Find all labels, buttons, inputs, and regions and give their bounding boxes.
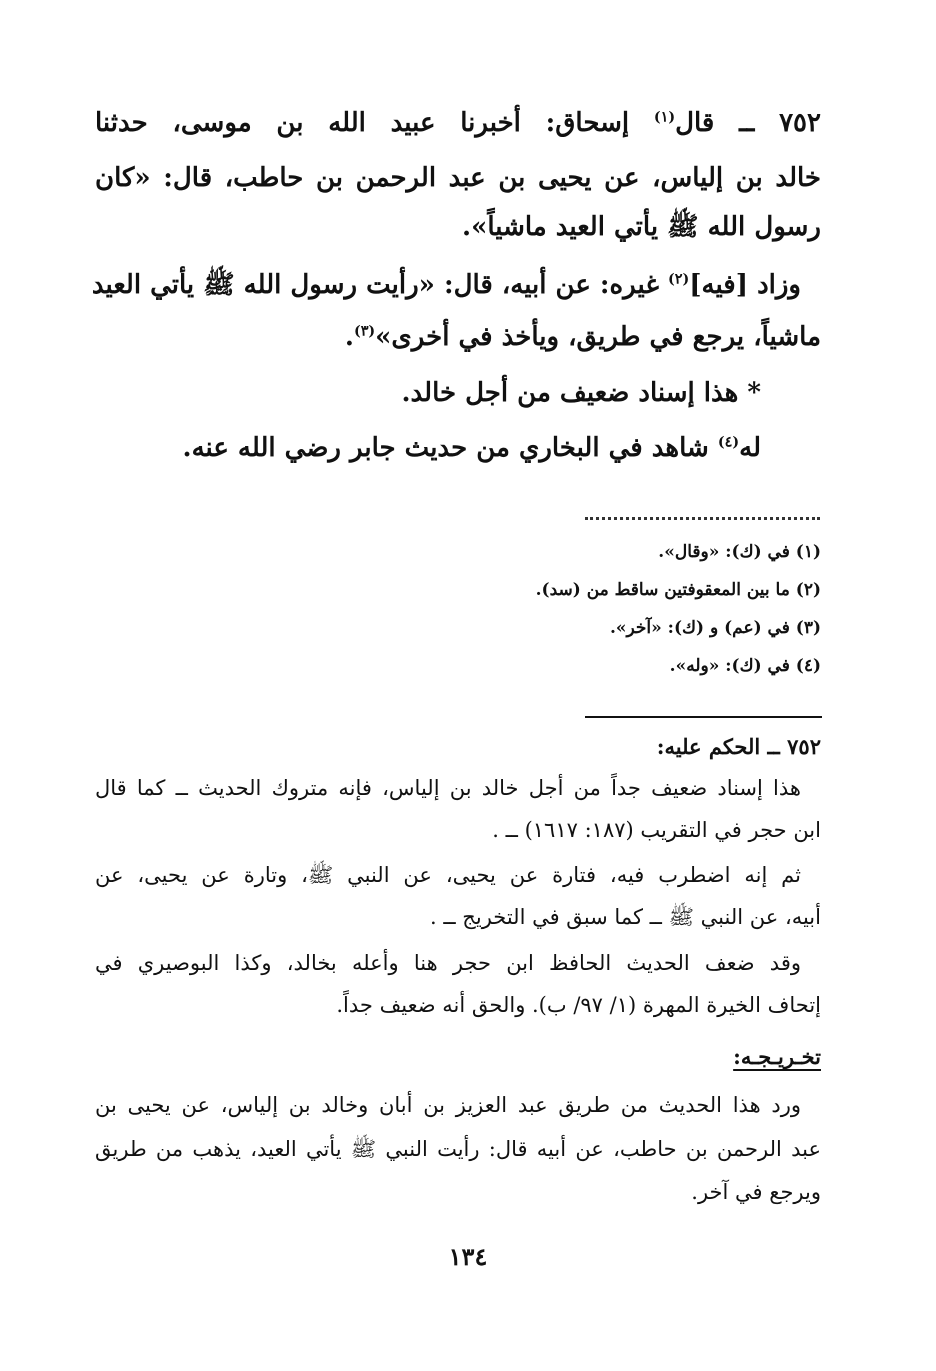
hadith-line-5-end: . [344,322,354,352]
hadith-line-5-text: ماشياً، يرجع في طريق، ويأخذ في أخرى» [375,322,821,352]
footnote-2: (٢) ما بين المعقوفتين ساقط من (سد). [535,580,821,600]
ruling-line-4: أبيه، عن النبي ﷺ ــ كما سبق في التخريج ــ . [429,905,821,929]
witness-line-start: له [739,433,761,463]
hadith-line-4-start: وزاد [فيه] [689,270,801,300]
takhrij-heading-text: تخـريـجـه: [733,1044,821,1069]
witness-line-rest: شاهد في البخاري من حديث جابر رضي الله عنه. [182,433,718,463]
hadith-line-4-rest: غيره: عن أبيه، قال: «رأيت رسول الله ﷺ يأتي العيد [91,270,668,300]
hadith-line-2: خالد بن إلياس، عن يحيى بن عبد الرحمن بن حاطب، قال: «كان [95,163,821,193]
footnote-1: (١) في (ك): «وقال». [658,542,821,562]
footnote-separator [585,517,820,520]
footnote-ref-1: (١) [653,109,676,126]
footnote-3: (٣) في (عم) و (ك): «آخر». [609,618,821,638]
hadith-line-1-rest: إسحاق: أخبرنا عبيد الله بن موسى، حدثنا [95,108,654,138]
footnote-ref-3: (٣) [353,323,376,340]
ruling-line-2: ابن حجر في التقريب (١٨٧: ١٦١٧) ــ . [492,818,821,842]
takhrij-line-2: عبد الرحمن بن حاطب، عن أبيه قال: رأيت النبي ﷺ يأتي العيد، يذهب من طريق [95,1137,821,1161]
ruling-line-6: إتحاف الخيرة المهرة (١/ ٩٧/ ب). والحق أنه ضعيف جداً. [336,993,821,1017]
takhrij-line-3: ويرجع في آخر. [691,1180,821,1204]
ruling-line-5: وقد ضعف الحديث الحافظ ابن حجر هنا وأعله بخالد، وكذا البوصيري في [95,951,801,975]
ruling-line-1: هذا إسناد ضعيف جداً من أجل خالد بن إلياس، فإنه متروك الحديث ــ كما قال [95,776,801,800]
ruling-heading: ٧٥٢ ــ الحكم عليه: [656,734,821,759]
takhrij-heading [95,1044,821,1069]
hadith-line-1 [95,108,821,138]
footnote-ref-2: (٢) [667,271,690,288]
isnad-judgement: * هذا إسناد ضعيف من أجل خالد. [401,378,761,408]
page-number: ١٣٤ [448,1242,488,1271]
hadith-line-4 [91,268,801,306]
hadith-line-3: رسول الله ﷺ يأتي العيد ماشياً». [462,212,821,242]
footnote-4: (٤) في (ك): «وله». [669,656,821,676]
ruling-line-3: ثم إنه اضطرب فيه، فتارة عن يحيى، عن النبي ﷺ، وتارة عن يحيى، عن [95,863,801,887]
section-rule [585,716,822,718]
hadith-number-text: ٧٥٢ ــ قال [675,108,821,138]
footnote-ref-4: (٤) [717,434,740,451]
hadith-line-5 [95,322,821,352]
takhrij-line-1: ورد هذا الحديث من طريق عبد العزيز بن أبان وخالد بن إلياس، عن يحيى بن [95,1093,801,1117]
witness-line [95,433,761,463]
